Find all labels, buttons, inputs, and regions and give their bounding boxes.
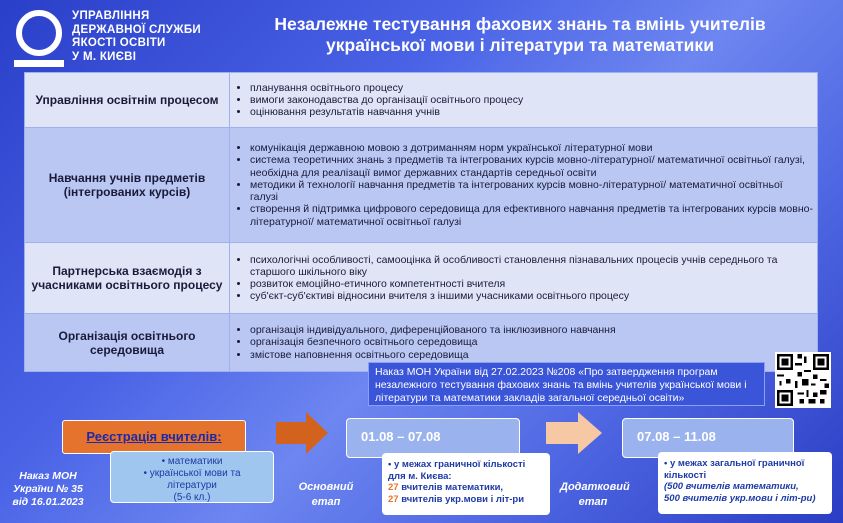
subject-line: • української мови та bbox=[143, 468, 241, 479]
stage-line: етап bbox=[311, 496, 341, 508]
subjects-box bbox=[110, 451, 274, 503]
list-item: • суб'єкт-суб'єктиві відносини вчителя з іншими учасниками освітнього процесу bbox=[250, 290, 813, 302]
nakaz-line: Наказ МОН bbox=[19, 470, 77, 482]
page-title bbox=[250, 14, 790, 56]
list-item: • вимоги законодавства до організації освітнього процесу bbox=[250, 94, 813, 106]
count-ukr: 27 bbox=[388, 493, 399, 505]
org-line: УПРАВЛІННЯ bbox=[72, 10, 150, 22]
count-math-label: вчителів математики, bbox=[398, 482, 504, 493]
competency-table bbox=[24, 72, 818, 372]
title-line: Незалежне тестування фахових знань та вмінь учителів bbox=[274, 14, 766, 34]
box-line: (500 вчителів математики, bbox=[664, 481, 799, 492]
stage-line: етап bbox=[578, 496, 608, 508]
org-line: ЯКОСТІ ОСВІТИ bbox=[72, 37, 166, 49]
arrow-right-icon bbox=[276, 412, 328, 454]
subject-line: літератури bbox=[167, 480, 217, 491]
logo-icon bbox=[14, 8, 62, 68]
nakaz-note bbox=[4, 470, 92, 509]
box-line: • у межах загальної граничної bbox=[664, 458, 805, 469]
table-row bbox=[25, 243, 818, 314]
list-item: • організація індивідуального, диференційованого та інклюзивного навчання bbox=[250, 324, 813, 336]
list-item: • змістове наповнення освітнього середовища bbox=[250, 349, 813, 361]
stage-line: Основний bbox=[298, 481, 354, 493]
qr-code-icon[interactable] bbox=[775, 352, 831, 408]
nakaz-line: від 16.01.2023 bbox=[12, 496, 84, 508]
org-line: У М. КИЄВІ bbox=[72, 50, 137, 63]
row-label: Партнерська взаємодія з учасниками освітнього процесу bbox=[25, 243, 230, 314]
list-item: • створення й підтримка цифрового середовища для ефективного навчання предметів та інтегрованих курсів мовно-літературної/ математичної освітньої галузі bbox=[250, 203, 813, 227]
main-stage-dates: 01.08 – 07.08 bbox=[346, 418, 520, 458]
arrow-right-icon bbox=[546, 412, 602, 454]
row-label: Навчання учнів предметів (інтегрованих курсів) bbox=[25, 128, 230, 243]
count-math: 27 bbox=[388, 482, 399, 493]
row-label: Управління освітнім процесом bbox=[25, 73, 230, 128]
row-label: Організація освітнього середовища bbox=[25, 314, 230, 372]
decree-note: Наказ МОН України від 27.02.2023 №208 «Про затвердження програм незалежного тестування фахових знань та вмінь учителів української мови і літератури та математики закладів загальної середньої освіти» bbox=[368, 362, 765, 406]
extra-stage-label bbox=[560, 480, 630, 510]
extra-stage-box bbox=[658, 452, 832, 514]
list-item: • розвиток емоційно-етичного компетентності вчителя bbox=[250, 278, 813, 290]
title-line: української мови і літератури та математики bbox=[326, 35, 714, 55]
list-item: • комунікація державною мовою з дотриманням норм української літературної мови bbox=[250, 142, 813, 154]
table-row bbox=[25, 73, 818, 128]
table-row bbox=[25, 128, 818, 243]
list-item: • система теоретичних знань з предметів та інтегрованих курсів мовно-літературної/ математичної освітньої галузі, необхідна для реалізації вимог державних стандартів середньої освіти bbox=[250, 154, 813, 178]
main-stage-label bbox=[296, 480, 356, 510]
box-line: кількості bbox=[664, 469, 707, 481]
box-line: для м. Києва: bbox=[388, 470, 452, 482]
list-item: • планування освітнього процесу bbox=[250, 82, 813, 94]
main-stage-box bbox=[382, 453, 550, 515]
nakaz-line: України № 35 bbox=[13, 483, 83, 495]
org-line: ДЕРЖАВНОЇ СЛУЖБИ bbox=[72, 23, 201, 36]
org-name bbox=[72, 10, 201, 64]
registration-label: Реєстрація вчителів: bbox=[62, 420, 246, 454]
list-item: • оцінювання результатів навчання учнів bbox=[250, 106, 813, 118]
list-item: • психологічні особливості, самооцінка й особливості становлення пізнавальних процесів учнів середнього та старшого шкільного віку bbox=[250, 254, 813, 278]
extra-stage-dates: 07.08 – 11.08 bbox=[622, 418, 794, 458]
list-item: • методики й технології навчання предметів та інтегрованих курсів мовно-літературної/ математичної освітньої галузі bbox=[250, 179, 813, 203]
count-ukr-label: вчителів укр.мови і літ-ри bbox=[398, 493, 525, 505]
stage-line: Додатковий bbox=[560, 481, 630, 493]
subject-line: (5-6 кл.) bbox=[173, 492, 211, 503]
subject-line: • математики bbox=[161, 456, 223, 467]
box-line: • у межах граничної кількості bbox=[388, 459, 526, 470]
box-line: 500 вчителів укр.мови і літ-ри) bbox=[664, 492, 816, 504]
list-item: • організація безпечного освітнього середовища bbox=[250, 336, 813, 348]
